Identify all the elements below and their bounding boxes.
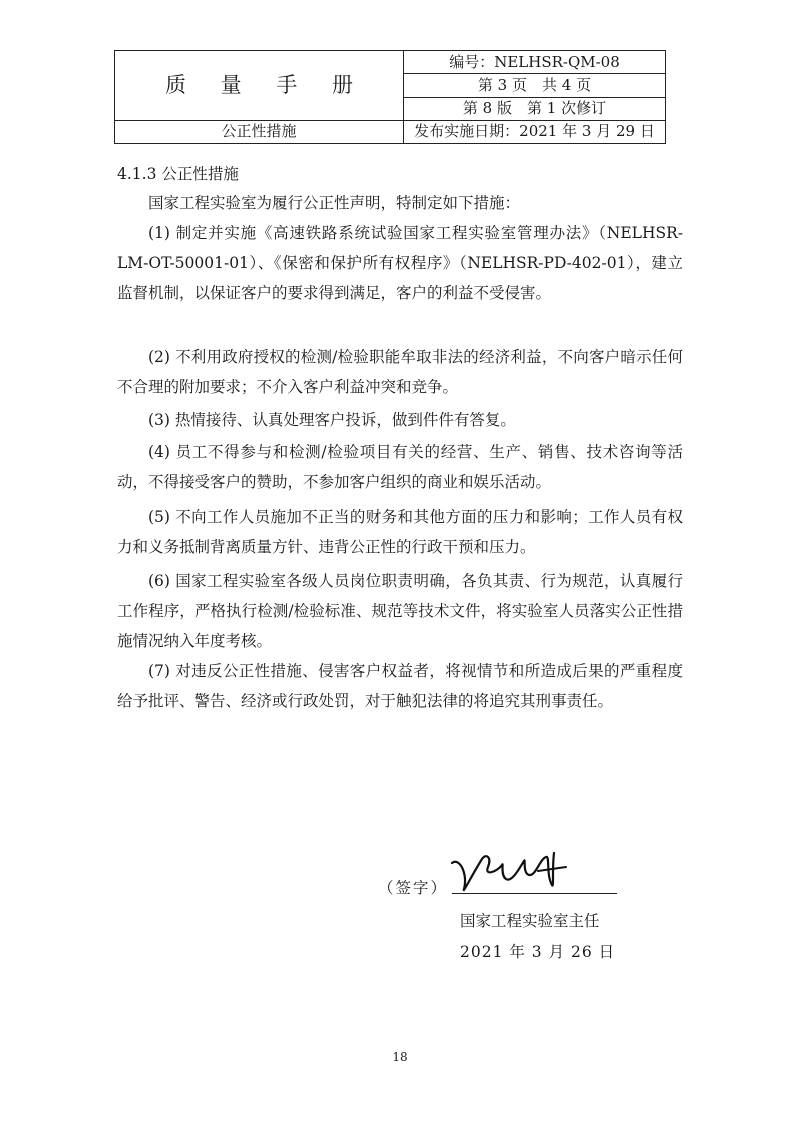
handwritten-signature [442, 845, 582, 900]
signature-line [452, 893, 617, 894]
page-info: 第 3 页 共 4 页 [404, 74, 666, 97]
measure-item-7: (7) 对违反公正性措施、侵害客户权益者，将视情节和所造成后果的严重程度给予批评、警告、经济或行政处罚，对于触犯法律的将追究其刑事责任。 [117, 662, 683, 710]
intro-paragraph: 国家工程实验室为履行公正性声明，特制定如下措施： [148, 194, 521, 212]
signer-role: 国家工程实验室主任 [460, 912, 600, 930]
measure-item-1: (1) 制定并实施《高速铁路系统试验国家工程实验室管理办法》（NELHSR-LM-OT-50001-01）、《保密和保护所有权程序》（NELHSR-PD-402-01），建立监督机制，以保证客户的要求得到满足，客户的利益不受侵害。 [117, 224, 683, 302]
signature-date: 2021 年 3 月 26 日 [460, 943, 616, 961]
section-heading: 4.1.3 公正性措施 [117, 165, 239, 183]
measure-item-3: (3) 热情接待、认真处理客户投诉，做到件件有答复。 [148, 411, 516, 429]
manual-title: 质 量 手 册 [115, 51, 404, 121]
measure-item-4: (4) 员工不得参与和检测/检验项目有关的经营、生产、销售、技术咨询等活动，不得接受客户的赞助，不参加客户组织的商业和娱乐活动。 [117, 443, 683, 491]
release-date: 发布实施日期：2021 年 3 月 29 日 [404, 120, 666, 143]
measure-item-6: (6) 国家工程实验室各级人员岗位职责明确，各负其责、行为规范，认真履行工作程序，严格执行检测/检验标准、规范等技术文件，将实验室人员落实公正性措施情况纳入年度考核。 [117, 572, 683, 650]
document-number: 编号：NELHSR-QM-08 [404, 51, 666, 74]
page-number: 18 [392, 1050, 408, 1064]
measure-item-5: (5) 不向工作人员施加不正当的财务和其他方面的压力和影响；工作人员有权力和义务抵制背离质量方针、违背公正性的行政干预和压力。 [117, 508, 683, 556]
version-info: 第 8 版 第 1 次修订 [404, 97, 666, 120]
section-name: 公正性措施 [115, 120, 404, 143]
measure-item-2: (2) 不利用政府授权的检测/检验职能牟取非法的经济利益，不向客户暗示任何不合理的附加要求；不介入客户利益冲突和竞争。 [117, 348, 683, 396]
document-header-table [114, 50, 666, 144]
signature-label: （签字） [378, 879, 449, 897]
